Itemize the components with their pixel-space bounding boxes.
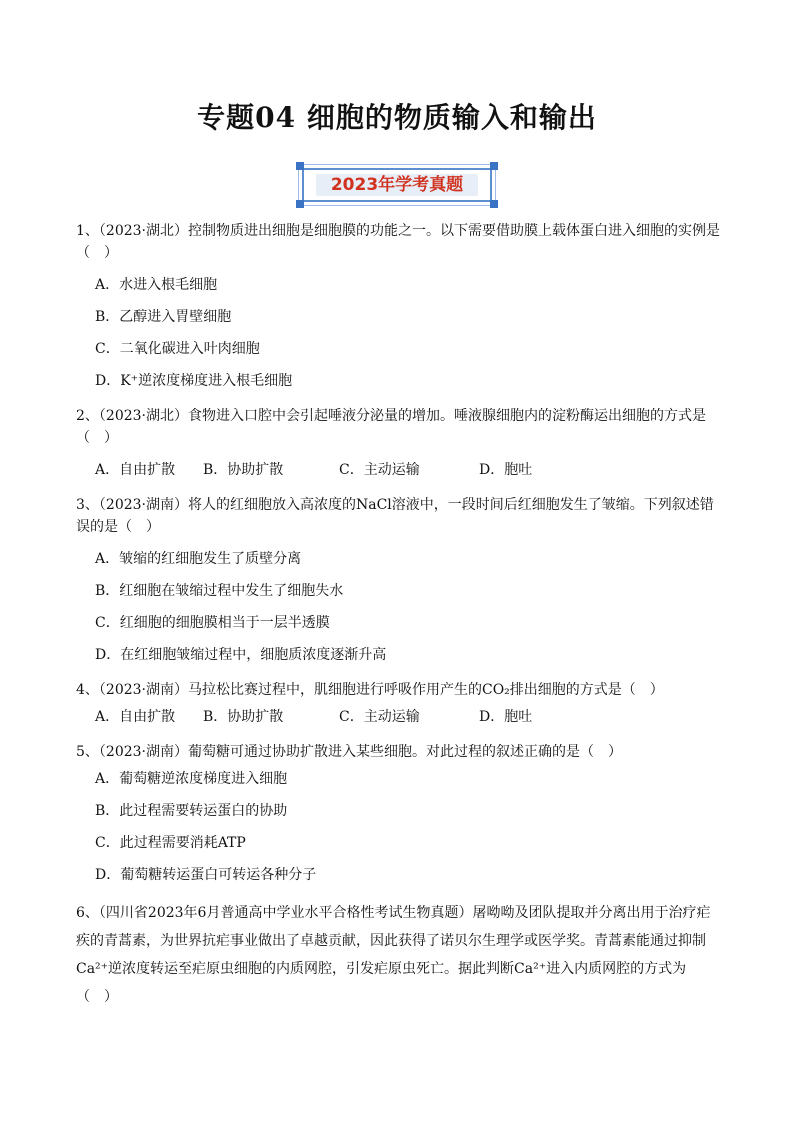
option-c: C．主动运输 [339, 709, 420, 725]
option-d: D．胞吐 [479, 462, 533, 478]
question-stem: 5、（2023·湖南）葡萄糖可通过协助扩散进入某些细胞。对此过程的叙述正确的是（ ） [76, 744, 622, 760]
question-stem: 2、（2023·湖北）食物进入口腔中会引起唾液分泌量的增加。唾液腺细胞内的淀粉酶运出细胞的方式是（ ） [76, 408, 706, 446]
option-c: C．此过程需要消耗ATP [95, 835, 246, 851]
option-d: D．K⁺逆浓度梯度进入根毛细胞 [95, 373, 293, 389]
option-d: D．葡萄糖转运蛋白可转运各种分子 [95, 867, 317, 883]
corner-mark [490, 162, 498, 170]
option-a: A．自由扩散 [95, 709, 176, 725]
option-b: B．红细胞在皱缩过程中发生了细胞失水 [95, 583, 344, 599]
option-a: A．葡萄糖逆浓度梯度进入细胞 [95, 771, 288, 787]
option-row [76, 454, 720, 486]
question-1 [76, 220, 720, 397]
corner-mark [296, 162, 304, 170]
option-b: B．乙醇进入胃壁细胞 [95, 309, 232, 325]
option-a: A．皱缩的红细胞发生了质壁分离 [95, 551, 302, 567]
option-b: B．协助扩散 [203, 462, 284, 478]
question-stem: 6、（四川省2023年6月普通高中学业水平合格性考试生物真题）屠呦呦及团队提取并分离出用于治疗疟疾的青蒿素，为世界抗疟事业做出了卓越贡献，因此获得了诺贝尔生理学或医学奖。青蒿素能通过抑制Ca²⁺逆浓度转运至疟原虫细胞的内质网腔，引发疟原虫死亡。据此判断Ca²⁺进入内质网腔的方式为（ ） [76, 905, 711, 1005]
section-badge [296, 162, 498, 208]
option-a: A．自由扩散 [95, 462, 176, 478]
question-4 [76, 679, 720, 733]
corner-mark [296, 200, 304, 208]
question-stem: 3、（2023·湖南）将人的红细胞放入高浓度的NaCl溶液中，一段时间后红细胞发生了皱缩。下列叙述错误的是（ ） [76, 497, 714, 535]
question-stem: 4、（2023·湖南）马拉松比赛过程中，肌细胞进行呼吸作用产生的CO₂排出细胞的方式是（ ） [76, 682, 664, 698]
option-d: D．胞吐 [479, 709, 533, 725]
question-3 [76, 494, 720, 671]
option-a: A．水进入根毛细胞 [95, 277, 218, 293]
page-title: 专题04 细胞的物质输入和输出 [197, 101, 597, 134]
option-b: B．协助扩散 [203, 709, 284, 725]
option-row [76, 701, 720, 733]
corner-mark [490, 200, 498, 208]
question-5 [76, 741, 720, 891]
option-c: C．红细胞的细胞膜相当于一层半透膜 [95, 615, 330, 631]
option-c: C．主动运输 [339, 462, 420, 478]
option-c: C．二氧化碳进入叶肉细胞 [95, 341, 260, 357]
section-badge-label: 2023年学考真题 [316, 174, 478, 196]
option-b: B．此过程需要转运蛋白的协助 [95, 803, 288, 819]
question-list [76, 220, 720, 1019]
question-2 [76, 405, 720, 486]
question-stem: 1、（2023·湖北）控制物质进出细胞是细胞膜的功能之一。以下需要借助膜上载体蛋白进入细胞的实例是（ ） [76, 223, 720, 261]
option-d: D．在红细胞皱缩过程中，细胞质浓度逐渐升高 [95, 647, 387, 663]
question-6 [76, 899, 720, 1011]
